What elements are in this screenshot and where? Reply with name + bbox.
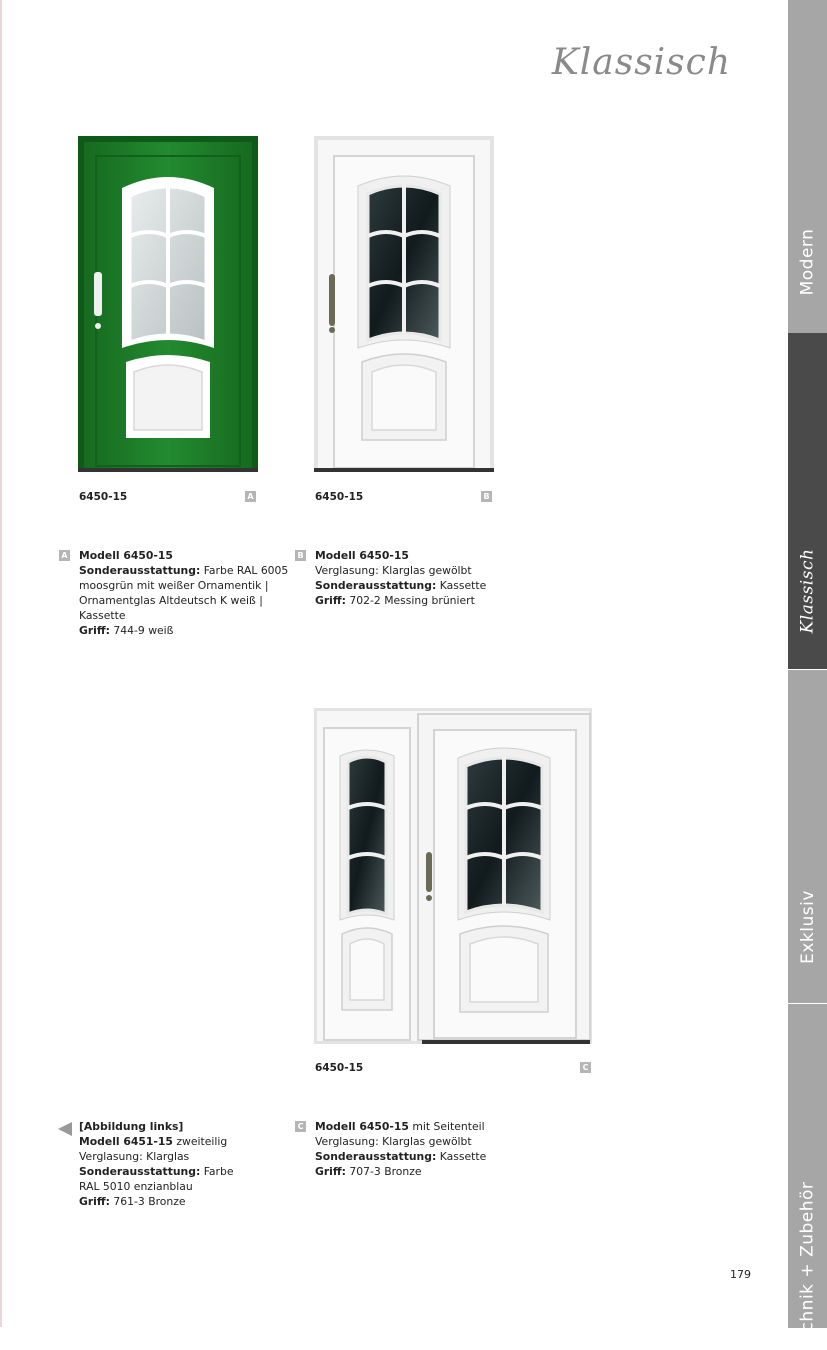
tab-label-exklusiv: Exklusiv xyxy=(797,890,818,964)
model-suffix-left: zweiteilig xyxy=(172,1135,228,1148)
description-b xyxy=(297,548,487,608)
caption-a: 6450-15 xyxy=(79,491,128,503)
door-image-a xyxy=(78,136,258,476)
glazing-b: Verglasung: Klarglas gewölbt xyxy=(315,564,472,577)
page-edge xyxy=(0,0,2,1327)
model-suffix-c: mit Seitenteil xyxy=(408,1120,485,1133)
handle-label-left: Griff: xyxy=(79,1195,110,1208)
description-a xyxy=(61,548,289,638)
extra-label-a: Sonderausstattung: xyxy=(79,564,201,577)
model-label-c: Modell 6450-15 xyxy=(315,1120,409,1133)
handle-value-left: 761-3 Bronze xyxy=(109,1195,186,1208)
handle-label-b: Griff: xyxy=(315,594,346,607)
extra-label-b: Sonderausstattung: xyxy=(315,579,437,592)
tab-technik[interactable] xyxy=(788,1003,827,1350)
letter-badge-a-description: A xyxy=(59,550,70,561)
tab-label-modern: Modern xyxy=(797,228,818,295)
letter-badge-a: A xyxy=(245,491,256,502)
handle-label-a: Griff: xyxy=(79,624,110,637)
model-label-a: Modell 6450-15 xyxy=(79,549,173,562)
tab-klassisch[interactable] xyxy=(788,333,827,669)
letter-badge-c: C xyxy=(580,1062,591,1073)
handle-value-c: 707-3 Bronze xyxy=(345,1165,422,1178)
model-label-left: Modell 6451-15 xyxy=(79,1135,173,1148)
description-left xyxy=(79,1119,233,1209)
tab-label-technik: Technik + Zubehör xyxy=(797,1181,818,1350)
extra-text-left-2: RAL 5010 enzianblau xyxy=(79,1180,193,1193)
extra-value-b: Kassette xyxy=(436,579,487,592)
arrow-left-icon xyxy=(58,1122,72,1136)
caption-c: 6450-15 xyxy=(315,1062,364,1074)
page-title: Klassisch xyxy=(551,42,731,83)
extra-label-c: Sonderausstattung: xyxy=(315,1150,437,1163)
page-number: 179 xyxy=(730,1268,751,1281)
extra-value-c: Kassette xyxy=(436,1150,487,1163)
handle-value-b: 702-2 Messing brüniert xyxy=(345,594,475,607)
letter-badge-c-description: C xyxy=(295,1121,306,1132)
tab-exklusiv[interactable] xyxy=(788,669,827,1004)
tab-label-klassisch: Klassisch xyxy=(797,548,818,634)
heading-left: [Abbildung links] xyxy=(79,1120,184,1133)
extra-text-a-2: moosgrün mit weißer Ornamentik | xyxy=(79,579,269,592)
letter-badge-b-description: B xyxy=(295,550,306,561)
door-image-b xyxy=(314,136,496,476)
caption-b: 6450-15 xyxy=(315,491,364,503)
glazing-c: Verglasung: Klarglas gewölbt xyxy=(315,1135,472,1148)
extra-text-a-1: Farbe RAL 6005 xyxy=(200,564,289,577)
sidebar xyxy=(788,0,827,1350)
model-label-b: Modell 6450-15 xyxy=(315,549,409,562)
description-c xyxy=(297,1119,487,1179)
extra-text-a-3: Ornamentglas Altdeutsch K weiß | xyxy=(79,594,263,607)
extra-label-left: Sonderausstattung: xyxy=(79,1165,201,1178)
extra-value-left: Farbe xyxy=(200,1165,234,1178)
extra-text-a-4: Kassette xyxy=(79,609,126,622)
glazing-left: Verglasung: Klarglas xyxy=(79,1150,190,1163)
letter-badge-b: B xyxy=(481,491,492,502)
tab-modern[interactable] xyxy=(788,0,827,333)
door-image-c xyxy=(314,708,594,1048)
handle-value-a: 744-9 weiß xyxy=(109,624,174,637)
handle-label-c: Griff: xyxy=(315,1165,346,1178)
